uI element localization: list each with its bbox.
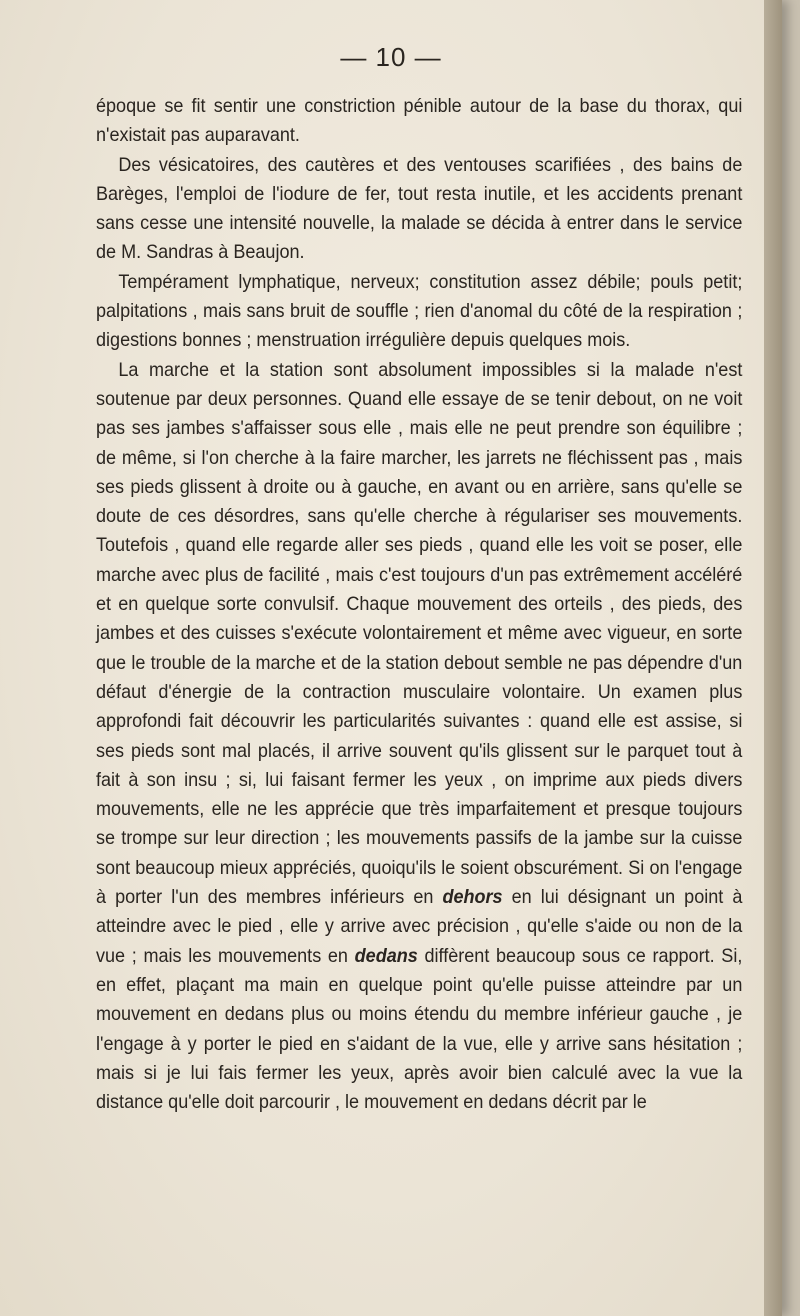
italic-word: dehors: [442, 886, 503, 909]
paragraph: [96, 151, 742, 268]
text-run: époque se fit sentir une constriction pénible autour de la base du thorax, qui n'existait pas auparavant.: [96, 95, 743, 147]
page-number: — 10 —: [340, 42, 442, 72]
page-edge-shadow: [764, 0, 782, 1316]
text-run: Tempérament lymphatique, nerveux; constitution assez débile; pouls petit; palpitations , mais sans bruit de souffle ; rien d'anomal du côté de la respiration ; digestions bonnes ; menstruation irrégulière depuis quelques mois.: [96, 270, 743, 352]
text-run: La marche et la station sont absolument impossibles si la malade n'est soutenue par deux personnes. Quand elle essaye de se tenir debout, on ne voit pas ses jambes s'affaisser sous elle , mais elle ne peut prendre son équilibre ; de même, si l'on cherche à la faire marcher, les jarrets ne fléchissent pas , mais ses pieds glissent à droite ou à gauche, en avant ou en arrière, sans qu'elle se doute de ces désordres, sans qu'elle cherche à régulariser ses mouvements. Toutefois , quand elle regarde aller ses pieds , quand elle les voit se poser, elle marche avec plus de facilité , mais c'est toujours d'un pas extrêmement accéléré et en quelque sorte convulsif. Chaque mouvement des orteils , des pieds, des jambes et des cuisses s'exécute volontairement et même avec vigueur, en sorte que le trouble de la marche et de la station debout semble ne pas dépendre d'un défaut d'énergie de la contraction musculaire volontaire. Un examen plus approfondi fait découvrir les particularités suivantes : quand elle est assise, si ses pieds sont mal placés, il arrive souvent qu'ils glissent sur le parquet tout à fait à son insu ; si, lui faisant fermer les yeux , on imprime aux pieds divers mouvements, elle ne les apprécie que très imparfaitement et presque toujours se trompe sur leur direction ; les mouvements passifs de la jambe sur la cuisse sont beaucoup mieux appréciés, quoiqu'ils le soient obscurément. Si on l'engage à porter l'un des membres inférieurs en: [96, 358, 743, 909]
text-run: diffèrent beaucoup sous ce rapport. Si, en effet, plaçant ma main en quelque point qu'elle puisse atteindre par un mouvement en dedans plus ou moins étendu du membre inférieur gauche , je l'engage à y porter le pied en s'aidant de la vue, elle y arrive sans hésitation ; mais si je lui fais fermer les yeux, après avoir bien calculé avec la vue la distance qu'elle doit parcourir , le mouvement en dedans décrit par le: [96, 944, 743, 1114]
paragraph: [96, 268, 742, 356]
paragraph: [96, 356, 742, 1118]
text-run: en lui désignant un point à atteindre avec le pied , elle y arrive avec précision , qu'elle s'aide ou non de la vue ; mais les mouvements en: [96, 886, 743, 967]
italic-word: dedans: [354, 944, 418, 967]
paragraph: [96, 92, 742, 151]
body-text: [96, 92, 742, 1117]
text-run: Des vésicatoires, des cautères et des ventouses scarifiées , des bains de Barèges, l'emploi de l'iodure de fer, tout resta inutile, et les accidents prenant sans cesse une intensité nouvelle, la malade se décida à entrer dans le service de M. Sandras à Beaujon.: [96, 153, 743, 264]
